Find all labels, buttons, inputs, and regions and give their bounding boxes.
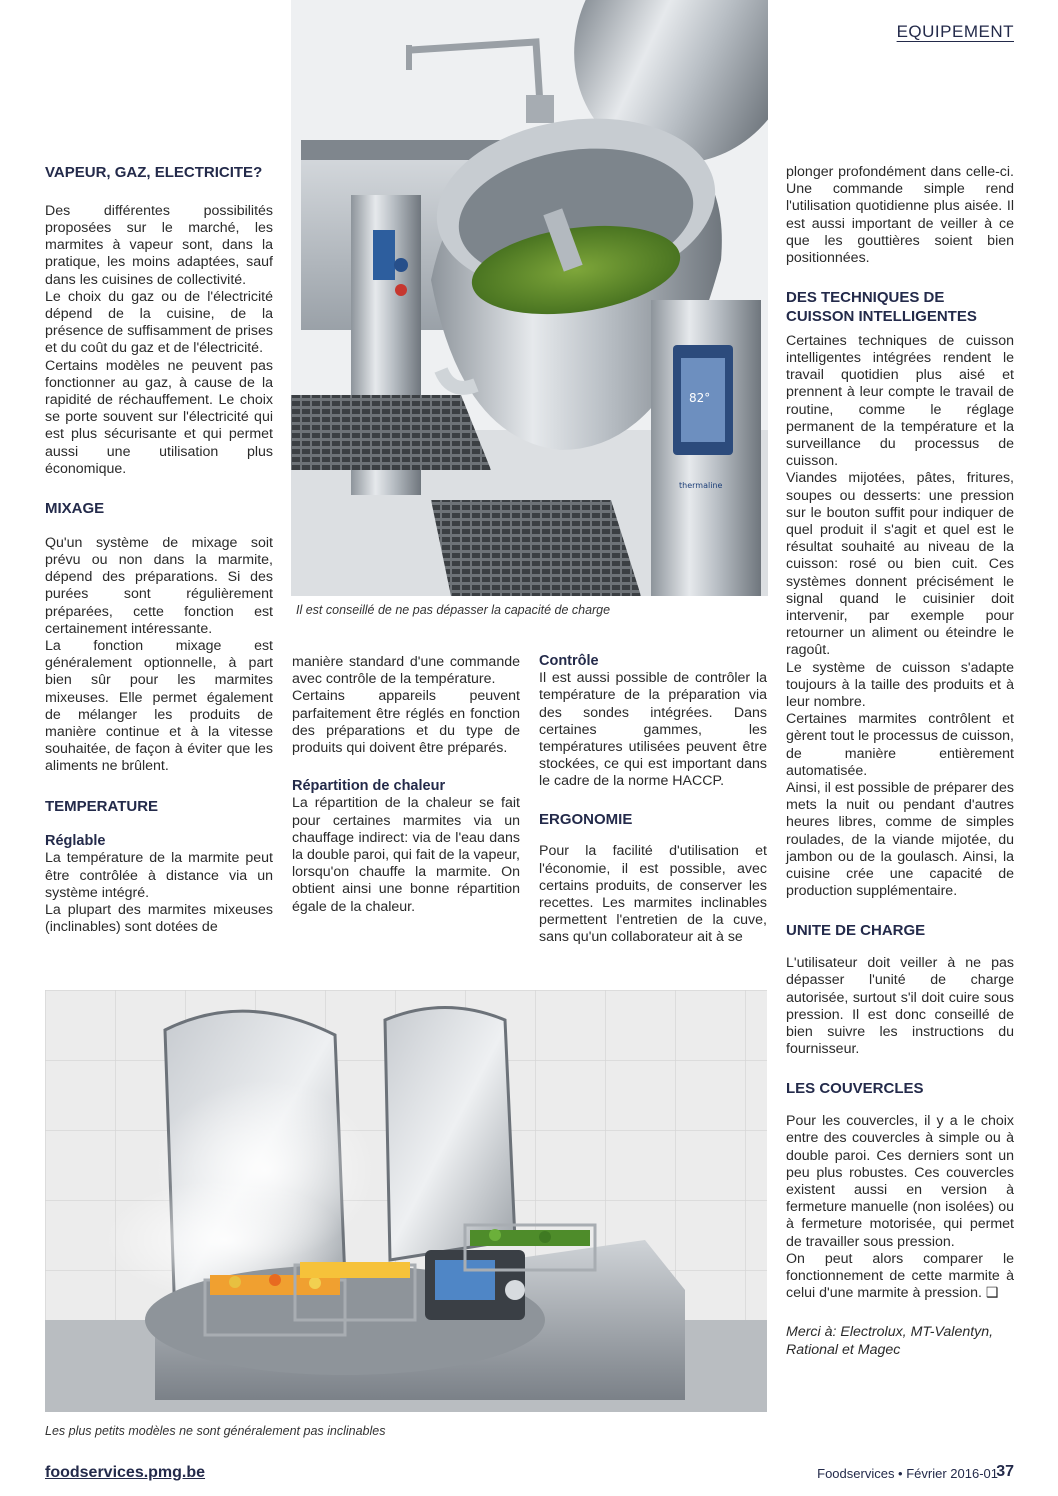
device-brand-label: thermaline	[679, 481, 723, 490]
vapeur-paragraph-1: Des différentes possibilités proposées sur le marché, les marmites à vapeur sont, dans la pratique, les moins adaptées, sauf dans les cuisines de collectivité.	[45, 202, 273, 288]
display-temperature: 82°	[689, 391, 711, 405]
unite-paragraph-1: L'utilisateur doit veiller à ne pas dépasser l'unité de charge autorisée, surtout s'il doit cuire sous pression. Il est donc conseillé de bien suivre les instructions du fournisseur.	[786, 955, 1014, 1058]
couvercles-paragraph-1: Pour les couvercles, il y a le choix entre des couvercles à simple ou à double paroi. Ces derniers sont un peu plus robustes. Ces couvercles existent aussi en version à fermeture manuelle (non isolées) ou à fermeture motorisée, qui permet de travailler sous pression.	[786, 1113, 1014, 1250]
heading-unite-de-charge: UNITE DE CHARGE	[786, 922, 926, 940]
techniques-paragraph-3: Le système de cuisson s'adapte toujours à la taille des produits et à leur nombre.	[786, 659, 1014, 710]
col2-paragraph-1: manière standard d'une commande avec contrôle de la température.	[292, 654, 520, 688]
subheading-repartition: Répartition de chaleur	[292, 778, 446, 795]
heading-temperature: TEMPERATURE	[45, 797, 159, 815]
heading-vapeur: VAPEUR, GAZ, ELECTRICITE?	[45, 164, 263, 181]
column-1	[45, 164, 273, 936]
temperature-paragraph-1: La température de la marmite peut être contrôlée à distance via un système intégré.	[45, 850, 273, 901]
column-4	[786, 164, 1014, 1359]
subheading-controle: Contrôle	[539, 653, 599, 669]
col2-paragraph-2: Certains appareils peuvent parfaitement être réglés en fonction des préparations et du type de produits qui doivent être préparés.	[292, 688, 520, 757]
techniques-paragraph-1: Certaines techniques de cuisson intelligentes intégrées rendent le travail quotidien plus aisé et prennent à leur compte le travail de routine, comme le réglage permanent de la température et la surveillance du processus de cuisson.	[786, 332, 1014, 470]
heading-ergonomie: ERGONOMIE	[539, 810, 633, 828]
mixage-paragraph-1: Qu'un système de mixage soit prévu ou non dans la marmite, dépend des préparations. Si des purées sont régulièrement préparées, cette fonction est certainement intéressante.	[45, 534, 273, 637]
mixage-paragraph-2: La fonction mixage est généralement optionnelle, à part bien sûr pour les marmites mixeuses. Elle permet également de mélanger les produits de manière continue et à la vitesse souhaitée, de façon à éviter que les aliments ne brûlent.	[45, 637, 273, 775]
controle-paragraph-1: Il est aussi possible de contrôler la température de la préparation via des sondes intégrées. Dans certaines gammes, les températures utilisées peuvent être stockées, ce qui est important dans le cadre de la norme HACCP.	[539, 670, 767, 790]
col4-paragraph-0: plonger profondément dans celle-ci. Une commande simple rend l'utilisation quotidienne plus aisée. Il est aussi important de veiller à ce que les gouttières soient bien positionnées.	[786, 164, 1014, 267]
techniques-paragraph-5: Ainsi, il est possible de préparer des mets la nuit ou pendant d'autres heures libres, comme de simples roulades, de la viande mijotée, du jambon ou de la goulasch. Ainsi, la cuisine crée une capacité de production supplémentaire.	[786, 780, 1014, 900]
multifunction-cooker-illustration	[45, 990, 767, 1412]
footer-issue: Foodservices • Février 2016-01	[817, 1466, 998, 1481]
section-tag: EQUIPEMENT	[896, 22, 1014, 41]
footer-website[interactable]: foodservices.pmg.be	[45, 1464, 206, 1481]
photo-bottom-caption: Les plus petits modèles ne sont généralement pas inclinables	[45, 1424, 386, 1438]
photo-kettles-bottom	[45, 990, 767, 1412]
techniques-paragraph-2: Viandes mijotées, pâtes, fritures, soupes ou desserts: une pression sur le bouton suffit pour indiquer de quel produit il s'agit et quel est le résultat souhaité au niveau de la cuisson: rosé ou bien cuit. Ces systèmes donnent précisément le signal quand le cuisinier doit intervenir, par exemple pour retourner un aliment ou éteindre le ragoût.	[786, 470, 1014, 659]
column-3	[539, 652, 767, 947]
temperature-paragraph-2: La plupart des marmites mixeuses (inclinables) sont dotées de	[45, 902, 273, 936]
thanks-note: Merci à: Electrolux, MT-Valentyn, Rational et Magec	[786, 1324, 994, 1358]
tilting-kettle-illustration	[291, 0, 768, 596]
heading-couvercles: LES COUVERCLES	[786, 1080, 924, 1098]
heading-techniques: DES TECHNIQUES DE CUISSON INTELLIGENTES	[786, 289, 977, 325]
photo-top-caption: Il est conseillé de ne pas dépasser la capacité de charge	[296, 603, 611, 617]
subheading-reglable: Réglable	[45, 833, 106, 850]
repartition-paragraph-1: La répartition de la chaleur se fait pour certaines marmites via un chauffage indirect: via de l'eau dans la double paroi, qui fait de la vapeur, lorsqu'on chauffe la marmite. On obtient ainsi une bonne répartition égale de la chaleur.	[292, 795, 520, 915]
page-number: 37	[996, 1463, 1014, 1480]
heading-mixage: MIXAGE	[45, 500, 105, 517]
couvercles-paragraph-2: On peut alors comparer le fonctionnement de cette marmite à celui d'une marmite à pression. ❑	[786, 1250, 1014, 1302]
photo-kettle-top	[291, 0, 768, 596]
ergonomie-paragraph-1: Pour la facilité d'utilisation et l'économie, il est possible, avec certains produits, de conserver les recettes. Les marmites inclinables permettent l'entretien de la cuve, sans qu'un collaborateur ait à se	[539, 843, 767, 946]
vapeur-paragraph-3: Certains modèles ne peuvent pas fonctionner au gaz, à cause de la rapidité de réchauffement. Le choix se porte souvent sur l'électricité qui est plus sécurisante et qui permet aussi une utilisation plus économique.	[45, 357, 273, 477]
vapeur-paragraph-2: Le choix du gaz ou de l'électricité dépend de la cuisine, de la présence de suffisamment de prises et du coût du gaz et de l'électricité.	[45, 288, 273, 357]
column-2	[292, 654, 520, 916]
techniques-paragraph-4: Certaines marmites contrôlent et gèrent tout le processus de cuisson, de manière entièrement automatisée.	[786, 711, 1014, 779]
